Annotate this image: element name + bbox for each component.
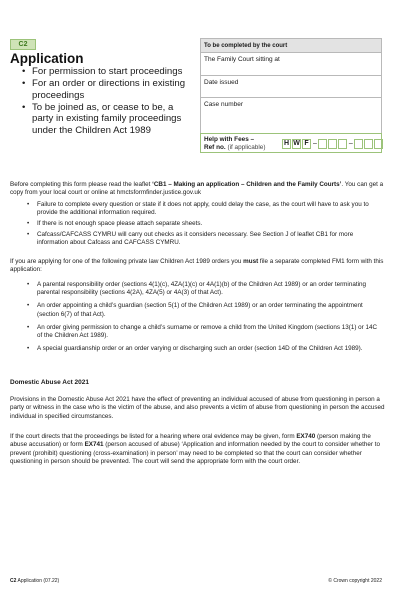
footer-form-code: [10, 578, 59, 584]
help-with-fees-box: [200, 133, 382, 153]
hwf-ref-hint: (if applicable): [227, 143, 266, 151]
footer-code: C2: [10, 578, 17, 584]
fm1-must: must: [243, 258, 259, 265]
para-text: If the court directs that the proceedings be listed for a hearing where oral evidence may be given, form: [10, 433, 297, 440]
purpose-item: • For permission to start proceedings: [22, 66, 197, 78]
list-item: • A special guardianship order or an order varying or discharging such an order (section 14D of the Children Act 1989).: [27, 345, 383, 353]
hwf-prefix-cell: W: [293, 140, 300, 147]
hwf-digit-cell[interactable]: [328, 139, 337, 149]
hwf-digit-cell[interactable]: [354, 139, 363, 149]
hwf-dash: –: [348, 140, 353, 147]
intro-paragraph: [10, 181, 386, 198]
cross-examination-paragraph: [10, 433, 386, 467]
form-code-badge: C2: [10, 39, 36, 50]
hwf-digit-cell[interactable]: [338, 139, 347, 149]
list-item: • Cafcass/CAFCASS CYMRU will carry out checks as it considers necessary. See Section J of leaflet CB1 for more information about Cafcass and CAFCASS CYMRU.: [27, 231, 383, 248]
hwf-ref-cells: [282, 139, 384, 149]
hwf-ref-label: Ref no.: [204, 143, 226, 151]
fm1-bullets: [27, 281, 383, 356]
form-reference: EX741: [84, 441, 104, 449]
para-text: (person making the abuse accusation) or form: [10, 433, 371, 449]
list-item: • A parental responsibility order (sections 4(1)(c), 4ZA(1)(c) or 4A(1)(b) of the Children Act 1989) or an order terminating parental responsibility (sections 4(2A), 4ZA(5) or 4A(3) of that Act).: [27, 281, 383, 298]
hwf-label: [204, 136, 265, 151]
para-text: (person accused of abuse) ‘Application and information needed by the court to consider whether to prevent (prohibit) questioning (cross-examination) in person’ may need to be completed so that the court can consider whether questioning in person should be prevented. The court will send the appropriate form with the court order.: [10, 441, 380, 466]
purpose-list: [22, 66, 197, 137]
intro-tail: . You can get a copy from your local court or online at hmctsformfinder.justice.gov.uk: [10, 181, 384, 197]
fm1-tail: file a separate completed FM1 form with this application:: [10, 258, 384, 274]
purpose-item: • For an order or directions in existing proceedings: [22, 78, 197, 101]
court-box-header: To be completed by the court: [201, 39, 381, 53]
hwf-title: Help with Fees –: [204, 136, 255, 143]
list-item: • If there is not enough space please attach separate sheets.: [27, 220, 383, 228]
hwf-digit-cell[interactable]: [318, 139, 327, 149]
fm1-paragraph: [10, 258, 386, 275]
domestic-abuse-paragraph: Provisions in the Domestic Abuse Act 2021 have the effect of preventing an individual accused of abuse from questioning in person a party or witness in the case who is the victim of the abuse, and also prevents a victim of abuse from questioning in person the accused individual in specified circumstances.: [10, 396, 385, 420]
hwf-digit-cell[interactable]: [364, 139, 373, 149]
form-reference: EX740: [296, 433, 316, 440]
hwf-prefix-cell: H: [283, 140, 290, 147]
hwf-dash: –: [313, 140, 317, 147]
intro-lead: Before completing this form please read the leaflet: [10, 181, 153, 188]
list-item: • An order giving permission to change a child’s surname or remove a child from the United Kingdom (sections 13(1) or 14C of the Children Act 1989).: [27, 324, 383, 341]
form-title: Application: [10, 51, 84, 66]
list-item: • Failure to complete every question or state if it does not apply, could delay the case, as the court will have to ask you to provide the additional information required.: [27, 201, 383, 218]
footer-edition: Application (07.22): [17, 578, 60, 584]
section-heading: Domestic Abuse Act 2021: [10, 379, 89, 386]
footer-copyright: © Crown copyright 2022: [328, 578, 382, 584]
purpose-item: • To be joined as, or cease to be, a party in existing family proceedings under the Children Act 1989: [22, 102, 197, 137]
list-item: • An order appointing a child’s guardian (section 5(1) of the Children Act 1989) or an order terminating the appointment (section 6(7) of that Act).: [27, 302, 383, 319]
leaflet-title: ‘CB1 – Making an application – Children and the Family Courts’: [152, 181, 342, 188]
hwf-prefix-cell: F: [302, 139, 311, 149]
intro-bullets: [27, 201, 383, 250]
fm1-lead: If you are applying for one of the following private law Children Act 1989 orders you: [10, 258, 244, 265]
case-number-field[interactable]: Case number: [204, 101, 244, 108]
date-issued-field[interactable]: Date issued: [201, 76, 381, 99]
court-use-box: [200, 38, 382, 142]
court-sitting-field[interactable]: The Family Court sitting at: [201, 53, 381, 76]
hwf-digit-cell[interactable]: [374, 139, 383, 149]
